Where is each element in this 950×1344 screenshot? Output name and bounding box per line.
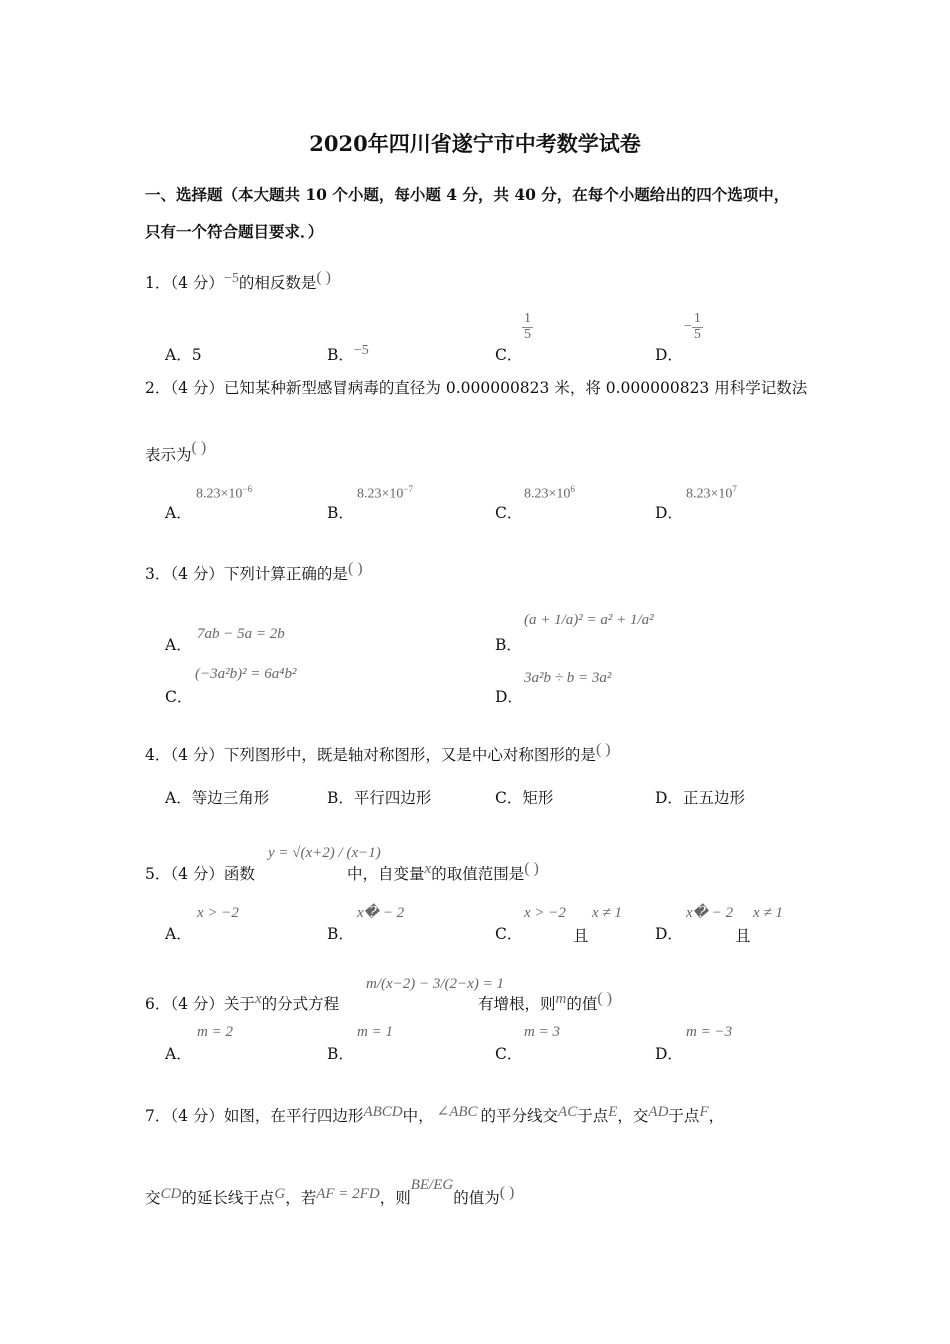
section-heading-line2: 只有一个符合题目要求．） [145,222,324,241]
option-math: −5 [353,343,369,358]
variable: x [254,991,262,1007]
question-text: 于点 [577,1107,609,1125]
q6-option-c-math: m = 3 [524,1024,560,1040]
q5-option-a-math: x > −2 [197,905,239,921]
q1-option-b[interactable] [327,343,369,365]
question-text: 下列图形中，既是轴对称图形，又是中心对称图形的是 [223,746,596,764]
question-5-stem-b [347,862,539,884]
question-score: （4 分） [170,379,224,397]
q2-option-b-math [357,484,413,503]
math-term: E [608,1104,618,1120]
q5-option-c-join: 且 [573,927,589,945]
question-text: ，交 [617,1107,649,1125]
question-number: 2． [145,379,171,397]
q6-option-a-label[interactable]: A． [165,1045,192,1063]
math-term: CD [160,1186,182,1202]
answer-blank: ( ) [597,990,613,1007]
question-score: （4 分） [170,565,224,583]
option-base: 8.23×10 [357,486,404,502]
option-text: 5 [191,346,202,364]
q2-option-c-math [524,484,575,503]
question-score: （4 分） [170,746,224,764]
q2-option-b-label[interactable]: B． [327,504,354,522]
math-term: AC [558,1104,578,1120]
math-term: F [699,1104,709,1120]
option-label: C． [495,789,523,807]
option-label: A． [165,346,192,364]
question-text: ，若 [285,1189,317,1207]
question-text: 的取值范围是 [431,865,525,883]
question-text: 下列计算正确的是 [223,565,348,583]
q4-option-d[interactable] [655,786,745,808]
q3-option-a-math: 7ab − 5a = 2b [197,626,285,642]
question-2-stem [145,376,807,398]
math-term: G [274,1186,286,1202]
question-text: 已知某种新型感冒病毒的直径为 0.000000823 米，将 0.000000823 用科学记数法 [223,379,808,397]
q2-option-d-math [686,484,737,503]
q3-option-b-label[interactable]: B． [495,636,522,654]
q6-option-b-label[interactable]: B． [327,1045,354,1063]
question-number: 1． [145,274,171,292]
fraction-denominator: 5 [524,326,531,342]
question-number: 7． [145,1107,171,1125]
variable: x [424,861,432,877]
q5-option-d-math: x� − 2 [686,905,734,921]
q3-option-d-math: 3a²b ÷ b = 3a² [524,670,612,686]
option-exponent: 6 [570,484,575,494]
question-text: 有增根，则 [478,995,556,1013]
minus-sign: − [684,319,692,335]
q4-option-a[interactable] [165,786,269,808]
q1-option-c-label[interactable]: C． [495,346,523,364]
question-text: 于点 [668,1107,700,1125]
option-text: 矩形 [522,789,554,807]
q2-option-d-label[interactable]: D． [655,504,683,522]
question-text: 的值为 [453,1189,500,1207]
question-number: 5． [145,865,171,883]
math-term: ∠ABC [436,1104,478,1120]
q6-option-d-math: m = −3 [686,1024,733,1040]
q6-option-a-math: m = 2 [197,1024,233,1040]
question-score: （4 分） [170,865,224,883]
question-score: （4 分） [170,274,224,292]
option-label: B． [327,346,354,364]
question-number: 3． [145,565,171,583]
q1-option-d-label[interactable]: D． [655,346,683,364]
fraction-numerator: 1 [693,311,701,326]
math-term: AD [648,1104,669,1120]
question-score: （4 分） [170,995,224,1013]
answer-blank: ( ) [347,560,363,577]
question-5-stem-a [145,862,255,884]
question-7-line1 [145,1104,724,1126]
q5-option-d-label[interactable]: D． [655,925,683,943]
math-expression: −5 [223,271,239,286]
fraction-numerator: 1 [524,311,531,326]
answer-blank: ( ) [524,860,539,877]
question-text: 中，自变量 [347,865,425,883]
question-number: 6． [145,995,171,1013]
math-term: ABCD [363,1104,403,1120]
option-label: A． [165,789,192,807]
q6-option-b-math: m = 1 [357,1024,393,1040]
q5-option-a-label[interactable]: A． [165,925,192,943]
option-base: 8.23×10 [686,486,733,502]
question-text: 表示为 [145,446,192,464]
answer-blank: ( ) [316,269,331,286]
math-term: AF = 2FD [316,1186,380,1202]
option-base: 8.23×10 [524,486,571,502]
answer-blank: ( ) [499,1184,515,1201]
q3-option-c-math: (−3a²b)² = 6a⁴b² [195,666,297,682]
q1-option-c-fraction [522,312,533,342]
question-number: 4． [145,746,171,764]
question-7-line2 [145,1177,515,1208]
option-label: D． [655,789,683,807]
question-text: ， [708,1107,725,1125]
q2-option-c-label[interactable]: C． [495,504,523,522]
q6-option-d-label[interactable]: D． [655,1045,683,1063]
math-fraction: BE/EG [410,1177,454,1193]
question-text: 的相反数是 [238,274,317,292]
option-exponent: 7 [732,484,737,494]
question-text: 函数 [223,865,255,883]
question-text: 关于 [223,995,255,1013]
option-text: 等边三角形 [191,789,270,807]
option-text: 正五边形 [682,789,745,807]
question-6-stem-b [478,992,612,1014]
q5-option-d-math2: x ≠ 1 [753,905,783,921]
question-1-stem [145,271,331,293]
q5-option-c-math: x > −2 [524,905,566,921]
question-text: 的分式方程 [261,995,340,1013]
option-exponent: −6 [242,484,252,494]
option-text: 平行四边形 [353,789,432,807]
q3-option-a-label[interactable]: A． [165,636,192,654]
q2-option-a-label[interactable]: A． [165,504,192,522]
q5-option-c-math2: x ≠ 1 [592,905,622,921]
option-label: B． [327,789,354,807]
question-4-stem [145,743,611,765]
question-text: 的平分线交 [480,1107,559,1125]
fraction-denominator: 5 [693,326,701,342]
q4-option-c[interactable] [495,786,553,808]
variable: m [555,991,567,1007]
q5-option-b-label[interactable]: B． [327,925,354,943]
question-text: 如图，在平行四边形 [223,1107,364,1125]
question-score: （4 分） [170,1107,224,1125]
question-2-stem-cont [145,439,207,465]
q4-option-b[interactable] [327,786,431,808]
option-base: 8.23×10 [196,486,243,502]
q3-option-c-label[interactable]: C． [165,688,193,706]
question-text: ，则 [379,1189,411,1207]
q5-option-b-math: x� − 2 [357,905,405,921]
q3-option-b-math: (a + 1/a)² = a² + 1/a² [524,612,654,628]
q5-function-formula: y = √(x+2) / (x−1) [268,845,381,861]
q2-option-a-math [196,484,252,503]
q6-option-c-label[interactable]: C． [495,1045,523,1063]
question-text: 中， [402,1107,434,1125]
q1-option-d-fraction [684,312,703,342]
answer-blank: ( ) [191,439,207,456]
q3-option-d-label[interactable]: D． [495,688,523,706]
option-exponent: −7 [403,484,413,494]
q5-option-d-join: 且 [735,927,751,945]
question-text: 交 [145,1189,161,1207]
q5-option-c-label[interactable]: C． [495,925,523,943]
question-3-stem [145,562,363,584]
question-6-stem-a [145,992,339,1014]
q1-option-a[interactable] [165,343,202,365]
question-text: 的值 [566,995,598,1013]
question-text: 的延长线于点 [181,1189,275,1207]
page-title: 2020年四川省遂宁市中考数学试卷 [309,131,641,156]
answer-blank: ( ) [595,741,611,758]
q6-equation: m/(x−2) − 3/(2−x) = 1 [366,976,504,992]
section-heading-line1: 一、选择题（本大题共 10 个小题，每小题 4 分，共 40 分，在每个小题给出的四个选项中， [145,185,790,204]
